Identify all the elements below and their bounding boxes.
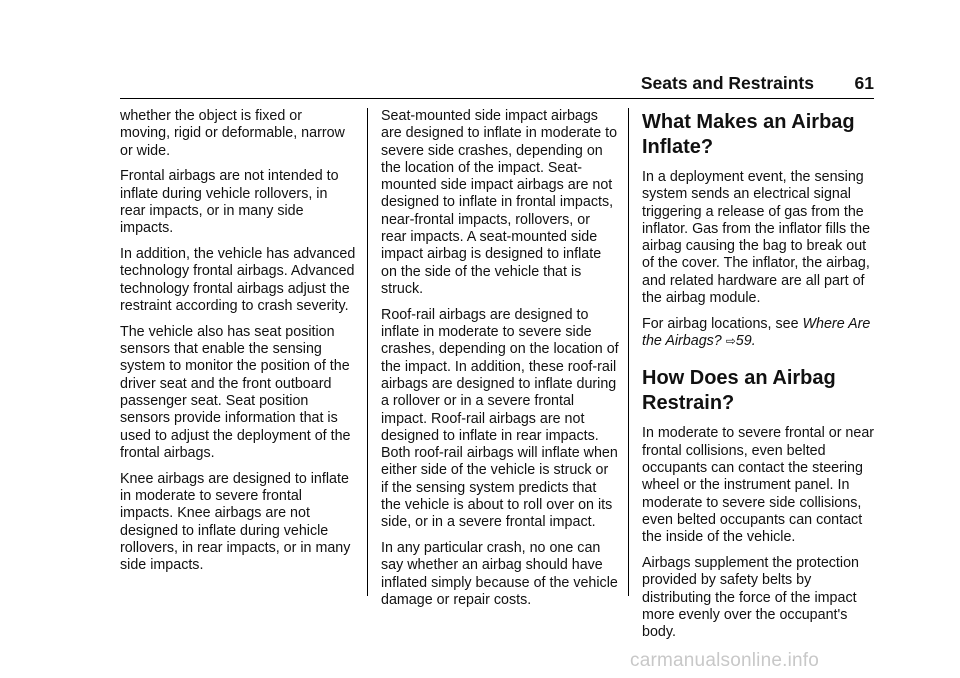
page-arrow-icon: ⇨ bbox=[725, 334, 736, 349]
xref-page-number[interactable]: 59. bbox=[735, 333, 756, 350]
xref-lead: For airbag locations, see bbox=[642, 315, 803, 332]
paragraph: In any particular crash, no one can say whether an airbag should have inflated simply because of the vehicle damage or repair costs. bbox=[381, 540, 618, 609]
header-rule bbox=[120, 98, 874, 99]
paragraph: Airbags supplement the protection provided by safety belts by distributing the force of the impact more evenly over the occupant's body. bbox=[642, 555, 859, 641]
paragraph: In moderate to severe frontal or near frontal collisions, even belted occupants can contact the steering wheel or the instrument panel. In moderate to severe side collisions, even belted occupants can contact the inside of the vehicle. bbox=[642, 425, 875, 546]
section-heading: How Does an Airbag Restrain? bbox=[642, 367, 836, 415]
xref-link-title[interactable]: Where Are the Airbags? bbox=[642, 315, 871, 350]
page-header bbox=[120, 72, 874, 96]
column-1 bbox=[120, 108, 356, 583]
paragraph: whether the object is fixed or moving, rigid or deformable, narrow or wide. bbox=[120, 108, 345, 159]
section-heading: What Makes an Airbag Inflate? bbox=[642, 111, 855, 158]
cross-reference bbox=[642, 316, 878, 351]
column-2 bbox=[381, 108, 619, 618]
section-title: Seats and Restraints bbox=[640, 73, 814, 93]
paragraph: Seat-mounted side impact airbags are designed to inflate in moderate to severe side crashes, depending on the location of the impact. Seat-mounted side impact airbags are not designed to inflate in frontal impacts, near-frontal impacts, rollovers, or rear impacts. A seat-mounted side impact airbag is designed to inflate on the side of the vehicle that is struck. bbox=[381, 108, 618, 297]
paragraph: The vehicle also has seat position sensors that enable the sensing system to monitor the position of the driver seat and the front outboard passenger seat. Seat position sensors provide information that is used to adjust the deployment of the frontal airbags. bbox=[120, 323, 351, 461]
paragraph: Roof-rail airbags are designed to inflate in moderate to severe side crashes, depending on the location of the impact. In addition, these roof-rail airbags are designed to inflate during a rollover or in a severe frontal impact. Roof-rail airbags are not designed to inflate in rear impacts. Both roof-rail airbags will inflate when either side of the vehicle is struck or if the sensing system predicts that the vehicle is about to roll over on its side, or in a severe frontal impact. bbox=[381, 306, 619, 531]
paragraph: In addition, the vehicle has advanced technology frontal airbags. Advanced technology frontal airbags adjust the restraint according to crash severity. bbox=[120, 246, 356, 314]
column-3 bbox=[642, 108, 878, 650]
column-divider bbox=[367, 108, 368, 596]
paragraph: In a deployment event, the sensing system sends an electrical signal triggering a release of gas from the inflator. Gas from the inflator fills the airbag causing the bag to break out of the cover. The inflator, the airbag, and related hardware are all part of the airbag module. bbox=[642, 169, 871, 307]
paragraph: Frontal airbags are not intended to inflate during vehicle rollovers, in rear impacts, or in many side impacts. bbox=[120, 168, 339, 237]
watermark: carmanualsonline.info bbox=[630, 650, 820, 671]
page-number: 61 bbox=[854, 73, 874, 93]
paragraph: Knee airbags are designed to inflate in moderate to severe frontal impacts. Knee airbags are not designed to inflate during vehicle rollovers, in rear impacts, or in many side impacts. bbox=[120, 470, 351, 574]
column-divider bbox=[628, 108, 629, 596]
